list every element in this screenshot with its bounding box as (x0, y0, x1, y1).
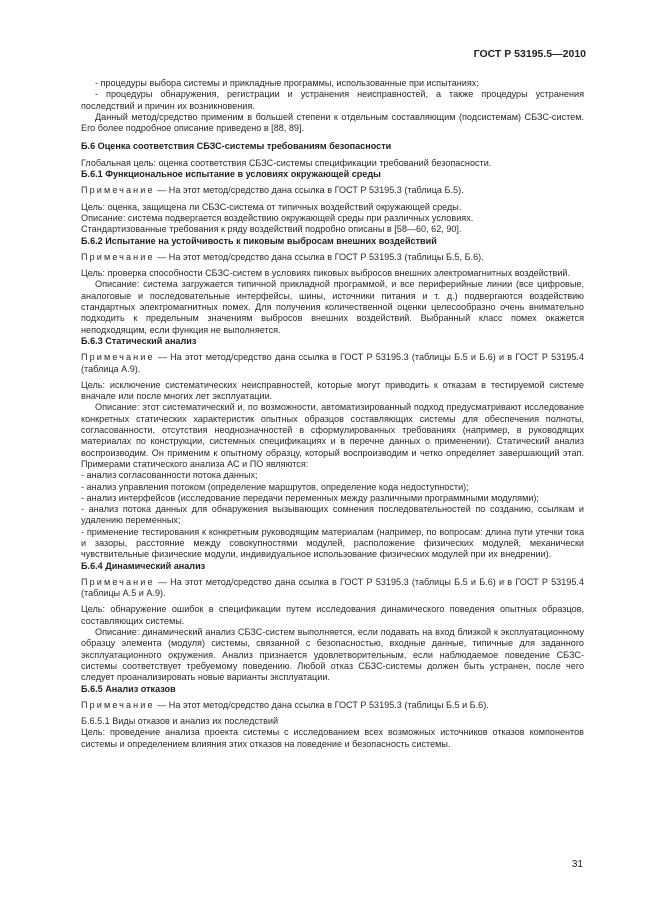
note (81, 700, 584, 711)
section-heading-b63: Б.6.3 Статический анализ (81, 335, 197, 346)
note (81, 577, 584, 600)
paragraph: Данный метод/средство применим в большей степени к отдельным составляющим (подсистемам) СБЗС-систем. Его более подробное описание приведено в [88, 89]. (81, 111, 584, 134)
page-number: 31 (571, 859, 583, 870)
section-heading-b65: Б.6.5 Анализ отказов (81, 683, 176, 694)
paragraph: - процедуры выбора системы и прикладные программы, использованные при испытаниях; (95, 78, 479, 88)
note (81, 252, 584, 263)
section-heading-b6: Б.6 Оценка соответствия СБЗС-системы требованиям безопасности (81, 141, 392, 152)
paragraph: Стандартизованные требования к ряду воздействий подробно описаны в [58—60, 62, 90]. (81, 224, 462, 235)
list-item: - анализ потока данных для обнаружения вызывающих сомнения последовательностей по созданию, ссылкам и удалению переменных; (81, 504, 584, 526)
note (81, 352, 584, 375)
note-label: Примечание (81, 185, 155, 196)
note-text: — На этот метод/средство дана ссылка в ГОСТ Р 53195.3 (таблицы Б.5 и Б.6) и в ГОСТ Р 53195.4 (таблица А.9). (81, 352, 584, 374)
note-label: Примечание (81, 251, 155, 262)
section-heading-b62: Б.6.2 Испытание на устойчивость к пиковым выбросам внешних воздействий (81, 235, 437, 246)
note (81, 185, 584, 196)
paragraph: Описание: система подвергается воздействию окружающей среды при различных условиях. (81, 212, 474, 223)
list-item: - анализ интерфейсов (исследование передачи переменных между различными программными модулями); (81, 492, 539, 503)
page-content (81, 78, 584, 750)
note-text: — На этот метод/средство дана ссылка в ГОСТ Р 53195.3 (таблица Б.5). (154, 185, 464, 196)
note-text: — На этот метод/средство дана ссылка в ГОСТ Р 53195.3 (таблицы Б.5 и Б.6). (154, 699, 489, 710)
section-heading-b61: Б.6.1 Функциональное испытание в условиях окружающей среды (81, 169, 381, 180)
note-label: Примечание (81, 352, 155, 363)
paragraph: Описание: динамический анализ СБЗС-систем выполняется, если подавать на вход близкой к эксплуатационному образцу элемента (модуля) системы, связанной с безопасностью, входные данные, типичные для заданного эксплуатационного окружения. Анализ признается удовлетворительным, если наблюдаемое поведение СБЗС-системы соответствует требуемому поведению. Любой отказ СБЗС-системы должен быть устранен, после чего следует проанализировать новые варианты эксплуатации. (81, 627, 584, 683)
note-text: — На этот метод/средство дана ссылка в ГОСТ Р 53195.3 (таблицы Б.5, Б.6). (154, 251, 484, 262)
subsection-heading: Б.6.5.1 Виды отказов и анализ их последствий (81, 716, 279, 727)
note-text: — На этот метод/средство дана ссылка в ГОСТ Р 53195.3 (таблицы Б.5 и Б.6) и в ГОСТ Р 53195.4 (таблицы А.5 и А.9). (81, 576, 584, 599)
list-item: - применение тестирования к конкретным руководящим материалам (например, по вопросам: длина пути утечки тока и зазоры, расстояние между совокупностями модулей, расположение физических модулей, механически чувствительные физические модули, индивидуальное использование физических модулей при их внедрении). (81, 526, 584, 560)
note-label: Примечание (81, 576, 155, 587)
paragraph: Цель: проверка способности СБЗС-систем в условиях пиковых выбросов внешних электромагнитных воздействий. (81, 268, 571, 279)
paragraph: Цель: проведение анализа проекта системы с исследованием всех возможных источников отказов компонентов системы и определением влияния этих отказов на поведение и безопасность системы. (81, 727, 584, 749)
paragraph: Глобальная цель: оценка соответствия СБЗС-системы спецификации требований безопасности. (81, 157, 492, 168)
note-label: Примечание (81, 699, 155, 710)
list-item: - анализ согласованности потока данных; (81, 470, 258, 481)
document-id-header: ГОСТ Р 53195.5—2010 (473, 48, 586, 60)
list-item: - анализ управления потоком (определение маршрутов, определение кода недоступности); (81, 481, 469, 492)
section-heading-b64: Б.6.4 Динамический анализ (81, 560, 206, 571)
paragraph: - процедуры обнаружения, регистрации и устранения неисправностей, а также процедуры устранения последствий и причин их возникновения. (81, 89, 584, 111)
paragraph: Цель: исключение систематических неисправностей, которые могут приводить к отказам в тестируемой системе вначале или после многих лет эксплуатации. (81, 379, 584, 402)
paragraph: Описание: этот систематический и, по возможности, автоматизированный подход предусматривают исследование конкретных статических характеристик опытных образцов составляющих системы для обеспечения полноты, согласованности, отсутствия неоднозначностей в сформулированных требованиях (например, в руководящих материалах по конструкции, системных спецификациях и в перечне данных о применении). Статический анализ воспроизводим. Он применим к опытному образцу, который воспроизводим и четко определяет завершающий этап. Примерами статического анализа АС и ПО являются: (81, 402, 584, 469)
paragraph: Цель: обнаружение ошибок в спецификации путем исследования динамического поведения опытных образцов, составляющих системы. (81, 604, 584, 626)
paragraph: Описание: система загружается типичной прикладной программой, и все периферийные линии (все цифровые, аналоговые и последовательные интерфейсы, шины, источники питания и т. д.) подвергаются воздействию стандартных электромагнитных помех. Для получения количественной оценки целесообразно очень внимательно подходить к предельным значениям выбросов внешних воздействий. Выбранный класс помех окажется неподходящим, если функция не выполняется. (81, 279, 584, 335)
paragraph: Цель: оценка, защищена ли СБЗС-система от типичных воздействий окружающей среды. (81, 201, 462, 212)
